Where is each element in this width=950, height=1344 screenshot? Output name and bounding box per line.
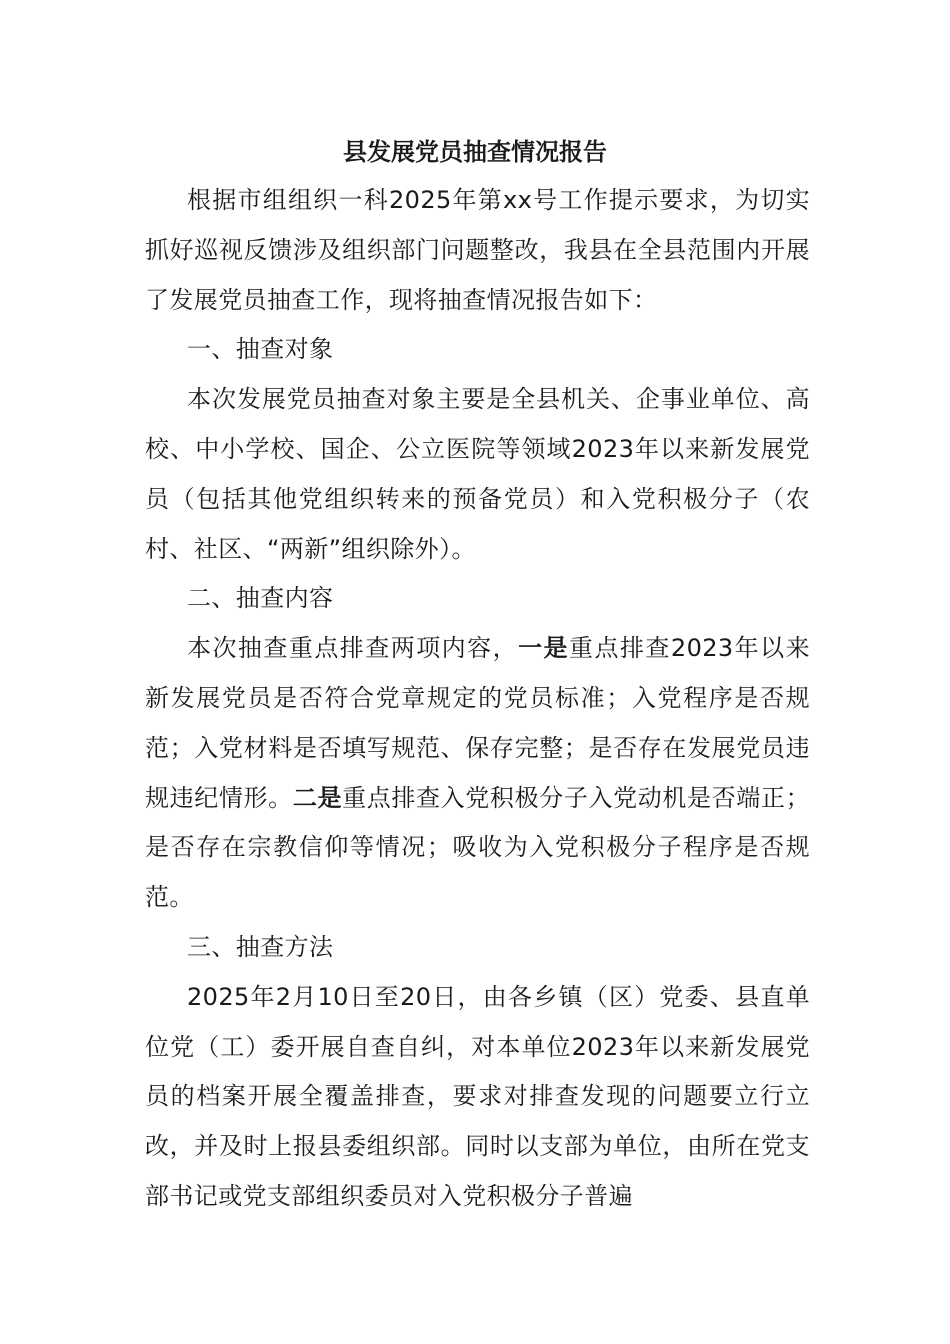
section-3-heading: 三、抽查方法 [187, 932, 334, 961]
section-2-paragraph [145, 624, 810, 923]
document-title: 县发展党员抽查情况报告 [343, 138, 607, 166]
section-2-text-b: 重点排查2023年以来新发展党员是否符合党章规定的党员标准；入党程序是否规范；入党材料是否填写规范、保存完整；是否存在发展党员违规违纪情形。 [145, 634, 810, 812]
section-1-paragraph: 本次发展党员抽查对象主要是全县机关、企事业单位、高校、中小学校、国企、公立医院等领域2023年以来新发展党员（包括其他党组织转来的预备党员）和入党积极分子（农村、社区、“两新”组织除外）。 [145, 385, 810, 563]
emphasis-second: 二是 [292, 783, 343, 812]
document-body [145, 176, 810, 1222]
intro-paragraph: 根据市组组织一科2025年第xx号工作提示要求，为切实抓好巡视反馈涉及组织部门问题整改，我县在全县范围内开展了发展党员抽查工作，现将抽查情况报告如下： [145, 186, 810, 314]
emphasis-first: 一是 [518, 634, 570, 663]
section-2-text-c: 重点排查入党积极分子入党动机是否端正；是否存在宗教信仰等情况；吸收为入党积极分子程序是否规范。 [145, 783, 810, 912]
section-1-heading: 一、抽查对象 [187, 335, 334, 364]
section-2-heading: 二、抽查内容 [187, 584, 334, 613]
section-3-paragraph: 2025年2月10日至20日，由各乡镇（区）党委、县直单位党（工）委开展自查自纠，对本单位2023年以来新发展党员的档案开展全覆盖排查，要求对排查发现的问题要立行立改，并及时上报县委组织部。同时以支部为单位，由所在党支部书记或党支部组织委员对入党积极分子普遍 [145, 982, 810, 1210]
section-2-text-a: 本次抽查重点排查两项内容， [187, 634, 519, 663]
